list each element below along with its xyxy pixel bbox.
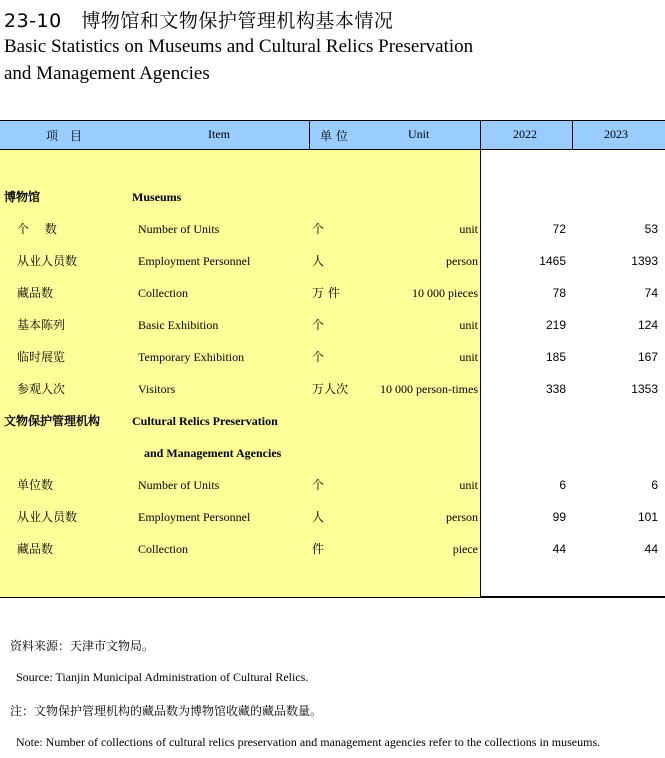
row-value-2022: 78 — [552, 286, 566, 300]
table-header — [0, 121, 665, 150]
row-label-cn: 从业人员数 — [17, 510, 78, 524]
row-value-2022: 44 — [552, 542, 566, 556]
row-value-2022: 72 — [552, 222, 566, 236]
row-label-cn: 藏品数 — [17, 286, 54, 300]
row-label-en: and Management Agencies — [144, 446, 282, 460]
row-unit-en: unit — [459, 318, 478, 332]
row-value-2023: 167 — [637, 350, 658, 364]
row-value-2023: 6 — [651, 478, 658, 492]
row-label-en: Collection — [138, 542, 188, 556]
row-label-cn: 参观人次 — [17, 382, 66, 396]
row-label-cn: 藏品数 — [17, 542, 54, 556]
table-number: 23-10 — [4, 10, 62, 32]
page-title-en-line2: and Management Agencies — [4, 63, 210, 84]
row-unit-cn: 件 — [312, 542, 325, 556]
table-row — [0, 507, 665, 539]
row-label-en: Basic Exhibition — [138, 318, 219, 332]
row-unit-en: person — [446, 254, 478, 268]
table-row — [0, 539, 665, 571]
row-label-en: Visitors — [138, 382, 176, 396]
footnote-en: Note: Number of collections of cultural relics preservation and management agencies refer to the collections in museums. — [16, 735, 601, 749]
table-row — [0, 411, 665, 443]
table-row — [0, 251, 665, 283]
row-unit-cn: 人 — [312, 254, 325, 268]
table-row — [0, 187, 665, 219]
row-label-cn: 博物馆 — [4, 190, 41, 204]
header-item-cn: 项 目 — [46, 129, 83, 143]
row-label-en: Number of Units — [138, 478, 220, 492]
row-unit-en: person — [446, 510, 478, 524]
header-unit-en: Unit — [408, 127, 430, 141]
statistics-table — [0, 120, 665, 598]
footnote-cn: 注：文物保护管理机构的藏品数为博物馆收藏的藏品数量。 — [10, 704, 323, 718]
row-label-cn: 个 数 — [17, 222, 57, 236]
row-value-2022: 219 — [545, 318, 566, 332]
table-row — [0, 315, 665, 347]
table-row — [0, 219, 665, 251]
row-label-en: Temporary Exhibition — [138, 350, 245, 364]
row-value-2023: 74 — [644, 286, 658, 300]
row-unit-cn: 个 — [312, 318, 325, 332]
header-item-en: Item — [208, 127, 230, 141]
header-year-2022: 2022 — [513, 127, 537, 141]
row-value-2023: 1353 — [631, 382, 658, 396]
table-row — [0, 379, 665, 411]
row-unit-en: 10 000 person-times — [380, 382, 478, 396]
row-value-2023: 1393 — [631, 254, 658, 268]
row-value-2023: 44 — [644, 542, 658, 556]
row-value-2022: 6 — [559, 478, 566, 492]
row-label-en: Cultural Relics Preservation — [132, 414, 278, 428]
table-row — [0, 443, 665, 475]
row-value-2022: 99 — [552, 510, 566, 524]
table-row — [0, 347, 665, 379]
row-unit-en: unit — [459, 350, 478, 364]
row-value-2022: 185 — [545, 350, 566, 364]
row-unit-cn: 万人次 — [312, 382, 349, 396]
row-label-en: Employment Personnel — [138, 510, 251, 524]
row-unit-en: unit — [459, 478, 478, 492]
source-note-cn: 资料来源：天津市文物局。 — [10, 639, 155, 653]
table-row — [0, 475, 665, 507]
row-unit-en: unit — [459, 222, 478, 236]
row-unit-cn: 个 — [312, 222, 325, 236]
row-unit-cn: 万 件 — [312, 286, 340, 300]
header-unit-cn: 单 位 — [320, 129, 348, 143]
title-cn-text: 博物馆和文物保护管理机构基本情况 — [81, 10, 394, 32]
row-label-cn: 单位数 — [17, 478, 54, 492]
row-value-2022: 1465 — [539, 254, 566, 268]
row-label-en: Employment Personnel — [138, 254, 251, 268]
row-label-cn: 文物保护管理机构 — [4, 414, 101, 428]
row-value-2023: 53 — [644, 222, 658, 236]
header-divider-unit — [309, 121, 310, 150]
row-value-2023: 124 — [637, 318, 658, 332]
row-label-en: Collection — [138, 286, 188, 300]
row-label-cn: 临时展览 — [17, 350, 66, 364]
row-value-2022: 338 — [545, 382, 566, 396]
row-unit-en: 10 000 pieces — [412, 286, 478, 300]
row-unit-cn: 个 — [312, 350, 325, 364]
page-title-en-line1: Basic Statistics on Museums and Cultural Relics Preservation — [4, 36, 474, 57]
header-year-2023: 2023 — [604, 127, 628, 141]
table-row — [0, 283, 665, 315]
header-divider-years — [572, 121, 573, 150]
row-unit-en: piece — [452, 542, 478, 556]
row-unit-cn: 人 — [312, 510, 325, 524]
page-title-cn — [4, 6, 393, 33]
row-value-2023: 101 — [637, 510, 658, 524]
row-label-cn: 从业人员数 — [17, 254, 78, 268]
row-label-en: Museums — [132, 190, 182, 204]
row-unit-cn: 个 — [312, 478, 325, 492]
row-label-cn: 基本陈列 — [17, 318, 66, 332]
row-label-en: Number of Units — [138, 222, 220, 236]
source-note-en: Source: Tianjin Municipal Administration of Cultural Relics. — [16, 670, 309, 684]
